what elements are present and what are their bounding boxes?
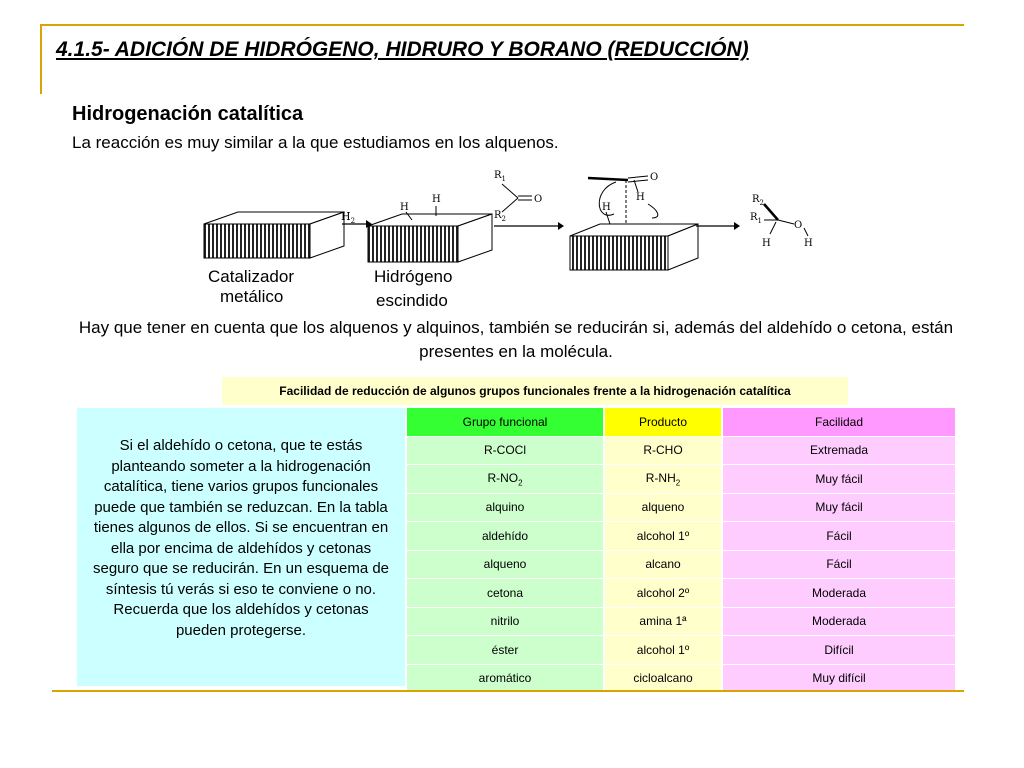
table-caption: Facilidad de reducción de algunos grupos funcionales frente a la hidrogenación catalítica [222, 377, 848, 405]
table-row [407, 608, 955, 637]
product-cell: R-CHO [603, 437, 721, 466]
header-producto: Producto [603, 408, 721, 437]
h-atom-6: H [804, 238, 813, 249]
group-cell: aromático [407, 665, 603, 694]
hydrogen-label-line1: Hidrógeno [374, 267, 453, 286]
arrow-3-head [734, 222, 740, 230]
h-atom-5: H [762, 238, 771, 249]
catalyst-slab [204, 212, 344, 258]
hydrogen-slab [368, 206, 492, 262]
group-cell: nitrilo [407, 608, 603, 637]
header-facilidad: Facilidad [721, 408, 955, 437]
ease-cell: Fácil [721, 551, 955, 580]
table-row [407, 494, 955, 523]
table-row [407, 579, 955, 608]
table-row [407, 522, 955, 551]
r1-label: $R_1$ [494, 170, 506, 183]
hydrogenation-scheme [196, 162, 836, 312]
group-cell: R-COCl [407, 437, 603, 466]
adsorption-slab [570, 176, 698, 270]
r1-product-label: $R_1$ [750, 212, 762, 225]
o-atom-2: O [650, 172, 659, 183]
reduction-table [407, 408, 955, 693]
o-atom-3: O [794, 220, 803, 231]
r2-product-label: $R_2$ [752, 194, 764, 207]
h-atom-1: H [400, 202, 409, 213]
catalyst-label-line1: Catalizador [208, 267, 294, 286]
ease-cell: Muy difícil [721, 665, 955, 694]
alkene-note: Hay que tener en cuenta que los alquenos y alquinos, también se reducirán si, además del aldehído o cetona, están presentes en la molécula. [78, 318, 954, 361]
product-cell: alcohol 2º [603, 579, 721, 608]
ease-cell: Muy fácil [721, 494, 955, 523]
table-row [407, 665, 955, 694]
product-cell: alcohol 1º [603, 522, 721, 551]
group-cell: aldehído [407, 522, 603, 551]
group-cell: éster [407, 636, 603, 665]
o-atom-1: O [534, 194, 543, 205]
header-grupo: Grupo funcional [407, 408, 603, 437]
table-row [407, 437, 955, 466]
hydrogen-label-line2: escindido [376, 291, 448, 310]
top-rule [40, 24, 964, 26]
group-cell: alqueno [407, 551, 603, 580]
ease-cell: Difícil [721, 636, 955, 665]
page-title: 4.1.5- ADICIÓN DE HIDRÓGENO, HIDRURO Y BORANO (REDUCCIÓN) [56, 38, 749, 61]
group-cell: cetona [407, 579, 603, 608]
group-cell: $R-NO_2$ [407, 465, 603, 494]
product-cell: cicloalcano [603, 665, 721, 694]
r2-label: $R_2$ [494, 210, 506, 223]
left-rule [40, 26, 42, 94]
table-row [407, 636, 955, 665]
catalyst-label-line2: metálico [220, 287, 284, 306]
product-cell: alqueno [603, 494, 721, 523]
table-row [407, 465, 955, 494]
ease-cell: Muy fácil [721, 465, 955, 494]
h-atom-4: H [602, 202, 611, 213]
group-cell: alquino [407, 494, 603, 523]
ease-cell: Moderada [721, 579, 955, 608]
table-row [407, 551, 955, 580]
product-cell: $R-NH_2$ [603, 465, 721, 494]
product-cell: alcohol 1º [603, 636, 721, 665]
ease-cell: Moderada [721, 608, 955, 637]
table-header-row [407, 408, 955, 437]
intro-text: La reacción es muy similar a la que estudiamos en los alquenos. [72, 133, 559, 152]
arrow-2-head [558, 222, 564, 230]
side-panel-text: Si el aldehído o cetona, que te estás planteando someter a la hidrogenación catalítica, tiene varios grupos funcionales puede que también se reduzcan. En la tabla tienes algunos de ellos. Si se encuentran en ella por encima de aldehídos y cetonas seguro que se reducirán. En un esquema de síntesis tú verás si eso te conviene o no. Recuerda que los aldehídos y cetonas pueden protegerse. [92, 437, 390, 639]
ease-cell: Extremada [721, 437, 955, 466]
product-cell: amina 1ª [603, 608, 721, 637]
ease-cell: Fácil [721, 522, 955, 551]
product-cell: alcano [603, 551, 721, 580]
carbonyl-molecule [502, 184, 532, 212]
bottom-rule [52, 690, 964, 692]
reagent-h2: $H_2$ [341, 210, 356, 225]
h-atom-2: H [432, 194, 441, 205]
h-atom-3: H [636, 192, 645, 203]
section-heading: Hidrogenación catalítica [72, 103, 304, 125]
